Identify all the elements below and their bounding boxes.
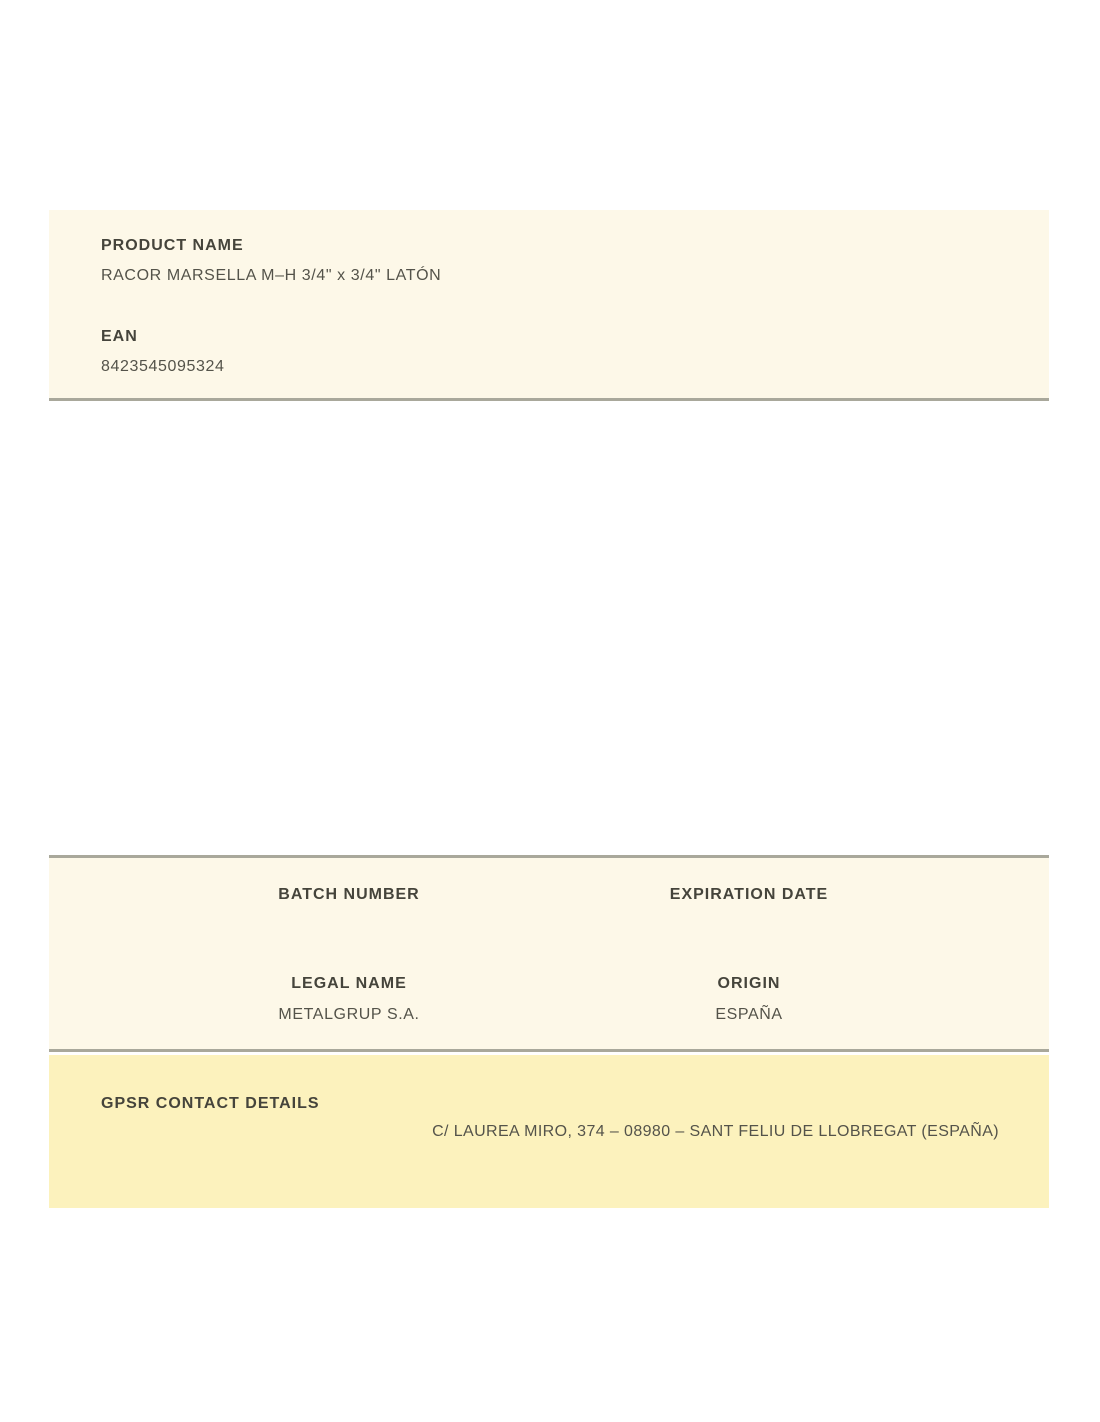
expiration-date-value xyxy=(549,903,949,931)
ean-value: 8423545095324 xyxy=(101,358,225,375)
product-name-label: PRODUCT NAME xyxy=(101,237,244,254)
expiration-date-label: EXPIRATION DATE xyxy=(669,886,829,903)
product-name-value: RACOR MARSELLA M–H 3/4" x 3/4" LATÓN xyxy=(101,267,442,284)
product-card xyxy=(49,210,1049,401)
legal-name-label: LEGAL NAME xyxy=(291,975,407,992)
origin-value: ESPAÑA xyxy=(715,1006,783,1023)
legal-name-value: METALGRUP S.A. xyxy=(278,1006,420,1023)
batch-origin-card xyxy=(49,855,1049,1052)
gpsr-contact-address: C/ LAUREA MIRO, 374 – 08980 – SANT FELIU DE LLOBREGAT (ESPAÑA) xyxy=(432,1123,999,1140)
ean-label: EAN xyxy=(101,328,138,345)
gpsr-contact-card xyxy=(49,1055,1049,1208)
batch-number-value xyxy=(149,903,549,931)
origin-label: ORIGIN xyxy=(717,975,781,992)
batch-number-label: BATCH NUMBER xyxy=(278,886,420,903)
gpsr-contact-label: GPSR CONTACT DETAILS xyxy=(101,1095,320,1112)
